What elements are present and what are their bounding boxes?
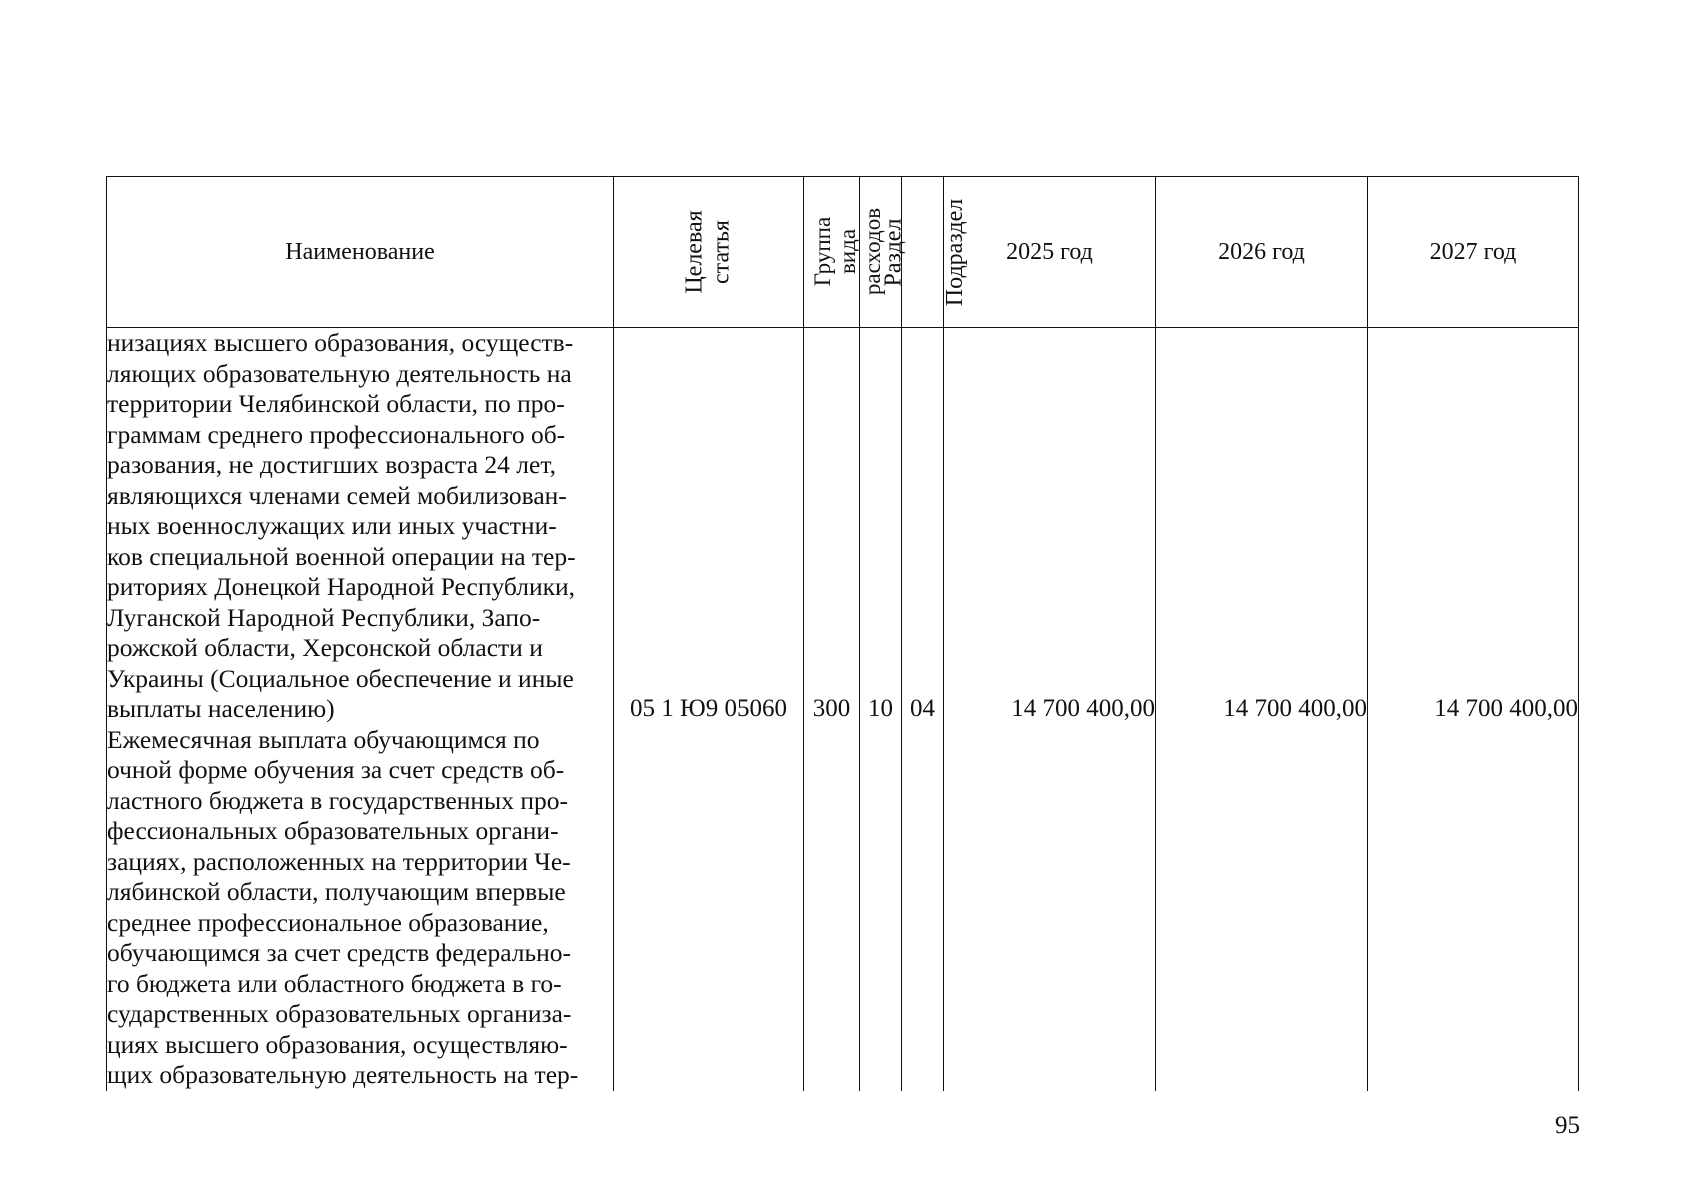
- row-subsection: 04: [902, 328, 944, 1091]
- page-number: 95: [1555, 1112, 1580, 1139]
- header-expense-group-label: Группа вида расходов: [810, 207, 886, 295]
- table-header-row: [107, 177, 1579, 328]
- header-target-article-label: Целевая статья: [681, 210, 735, 294]
- header-name-label: Наименование: [285, 238, 435, 265]
- header-subsection-label: Подраздел: [942, 198, 969, 306]
- table-row: [107, 328, 1579, 1091]
- header-year-2026-label: 2026 год: [1218, 238, 1305, 265]
- row-amount-2026: 14 700 400,00: [1156, 328, 1368, 1091]
- header-name: [107, 177, 614, 328]
- row-name-cell: низациях высшего образования, осуществ- ляющих образовательную деятельность на территории Челябинской области, по про- граммам среднего профессионального об- разования, не достигших возраста 24 лет, являющихся членами семей мобилизован- ных военнослужащих или иных участни- ков специальной военной операции на тер- риториях Донецкой Народной Республики, Луганской Народной Республики, Запо- рожской области, Херсонской области и Украины (Социальное обеспечение и иные выплаты населению) Ежемесячная выплата обучающимся по очной форме обучения за счет средств об- ластного бюджета в государственных про- фессиональных образовательных органи- зациях, расположенных на территории Че- лябинской области, получающим впервые среднее профессиональное образование, обучающимся за счет средств федерально- го бюджета или областного бюджета в го- сударственных образовательных организа- циях высшего образования, осуществляю- щих образовательную деятельность на тер-: [107, 328, 614, 1091]
- header-section-label: Раздел: [880, 218, 907, 286]
- header-year-2025-label: 2025 год: [1006, 238, 1093, 265]
- row-expense-group: 300: [804, 328, 860, 1091]
- row-amount-2025: 14 700 400,00: [944, 328, 1156, 1091]
- row-section: 10: [860, 328, 902, 1091]
- header-year-2027: [1368, 177, 1579, 328]
- header-expense-group: [804, 177, 886, 328]
- header-year-2025: [944, 177, 1156, 328]
- header-target-article: [614, 177, 804, 328]
- header-year-2026: [1156, 177, 1368, 328]
- header-subsection: [902, 177, 969, 328]
- header-year-2027-label: 2027 год: [1429, 238, 1517, 265]
- budget-table: [106, 176, 1579, 1091]
- row-target-article: 05 1 Ю9 05060: [614, 328, 804, 1091]
- row-amount-2027: 14 700 400,00: [1368, 328, 1579, 1091]
